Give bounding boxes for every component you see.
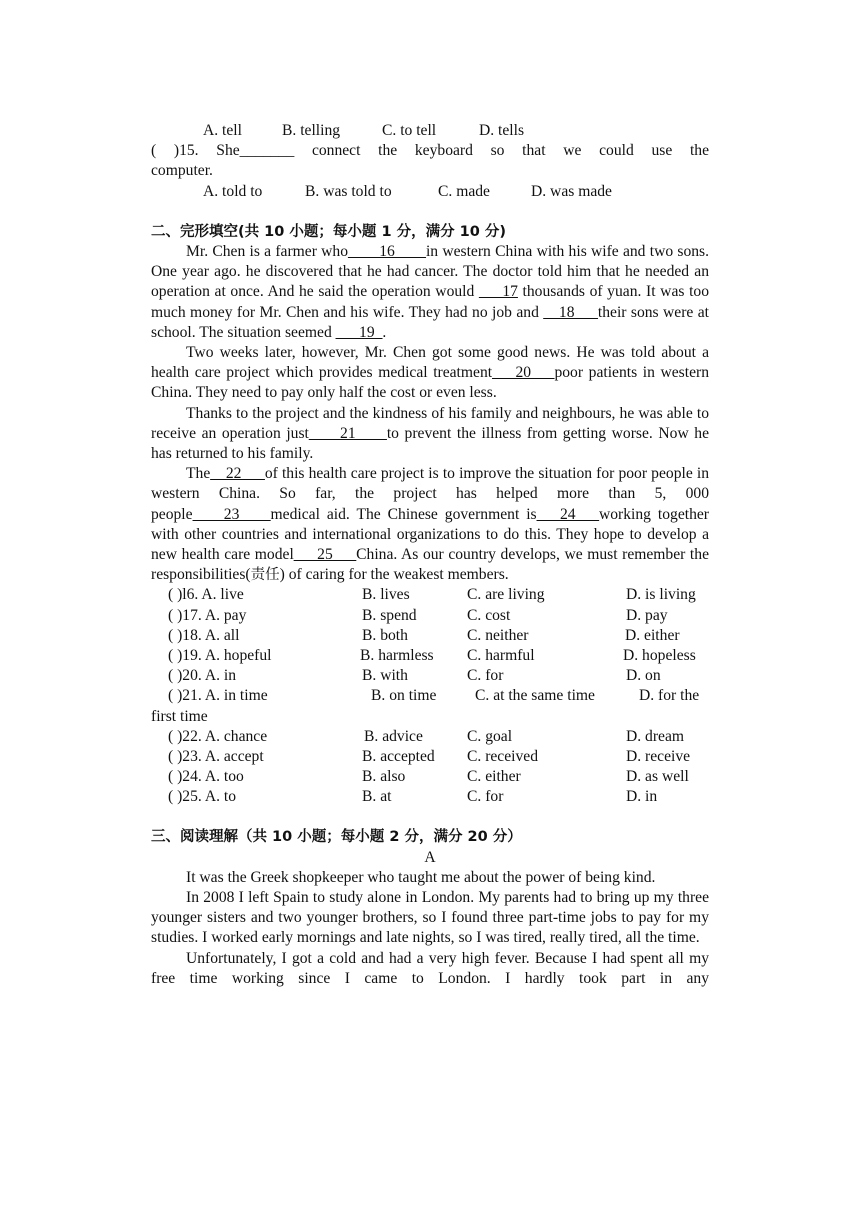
question-23: ( )23. A. accept B. accepted C. received D. receive <box>168 747 691 765</box>
question-22: ( )22. A. chance B. advice C. goal D. dream <box>168 727 685 745</box>
reading-paragraph-3: Unfortunately, I got a cold and had a very high fever. Because I had spent all my free time working since I came to London. I hardly took part in any <box>151 949 709 987</box>
q15-options <box>151 182 709 202</box>
section3-heading: 三、阅读理解（共 10 小题；每小题 2 分，满分 20 分） <box>151 829 522 846</box>
cloze-paragraph-4: The__22___of this health care project is to improve the situation for poor people in western China. So far, the project has helped more than 5, 000 people____23____medical aid. The Chinese government is___24___working together with other countries and international organizations to do this. They hope to develop a new health care model___25___China. As our country develops, we must remember the responsibilities(责任) of caring for the weakest members. <box>151 465 709 584</box>
cloze-paragraph-3: Thanks to the project and the kindness of his family and neighbours, he was able to receive an operation just____21____to prevent the illness from getting worse. Now he has returned to his family. <box>151 404 709 462</box>
question-16: ( )l6. A. live B. lives C. are living D. is living <box>168 586 696 604</box>
question-25: ( )25. A. to B. at C. for D. in <box>168 788 658 806</box>
option-d: D. tells <box>479 122 525 139</box>
blank-20: ___20___ <box>492 364 555 382</box>
section2-heading: 二、完形填空(共 10 小题；每小题 1 分，满分 10 分) <box>151 223 506 240</box>
option-c: C. to tell <box>382 122 437 139</box>
q15-stem: ( )15. She_______ connect the keyboard so that we could use the <box>151 142 709 160</box>
reading-paragraph-2: In 2008 I left Spain to study alone in London. My parents had to bring up my three younger sisters and two younger brothers, so I found three part-time jobs to pay for my studies. I worked early mornings and late nights, so I was tired, really tired, all the time. <box>151 889 709 947</box>
option-b: B. was told to <box>305 182 392 200</box>
option-a: A. told to <box>203 182 263 200</box>
q15-stem-cont: computer. <box>151 162 213 180</box>
blank-24: ___24___ <box>536 505 599 523</box>
blank-23: ____23____ <box>192 505 271 523</box>
cloze-paragraph-1: Mr. Chen is a farmer who____16____in western China with his wife and two sons. One year ago. he discovered that he had cancer. The doctor told him that he needed an operation at once. And he said the operation would ___17 thousands of yuan. It was too much money for Mr. Chen and his wife. They had no job and __18___their sons were at school. The situation seemed ___19_. <box>151 242 709 341</box>
blank-21: ____21____ <box>308 424 387 442</box>
question-18: ( )18. A. all B. both C. neither D. either <box>168 626 680 644</box>
question-21-cont: first time <box>151 707 208 725</box>
blank-22: __22___ <box>210 465 265 483</box>
question-24: ( )24. A. too B. also C. either D. as well <box>168 768 689 786</box>
blank-25: ___25___ <box>293 545 357 563</box>
reading-paragraph-1: It was the Greek shopkeeper who taught me about the power of being kind. <box>186 868 656 886</box>
question-20: ( )20. A. in B. with C. for D. on <box>168 667 661 685</box>
q15-blank: _______ <box>239 142 295 160</box>
q14-options <box>151 121 709 141</box>
blank-17: ___17 <box>478 283 518 301</box>
exam-content <box>151 121 709 989</box>
option-a: A. tell <box>203 122 242 139</box>
blank-18: __18___ <box>543 303 598 321</box>
option-b: B. telling <box>282 122 341 139</box>
passage-label: A <box>424 848 436 866</box>
blank-19: ___19_ <box>335 323 383 341</box>
question-19: ( )19. A. hopeful B. harmless C. harmful D. hopeless <box>168 646 696 664</box>
option-d: D. was made <box>531 182 612 200</box>
option-c: C. made <box>438 182 490 200</box>
blank-16: ____16____ <box>348 242 426 260</box>
question-21: ( )21. A. in time B. on time C. at the same time D. for the <box>168 687 700 705</box>
cloze-paragraph-2: Two weeks later, however, Mr. Chen got some good news. He was told about a health care project which provides medical treatment___20___poor patients in western China. They need to pay only half the cost or even less. <box>151 343 709 402</box>
question-17: ( )17. A. pay B. spend C. cost D. pay <box>168 606 668 624</box>
